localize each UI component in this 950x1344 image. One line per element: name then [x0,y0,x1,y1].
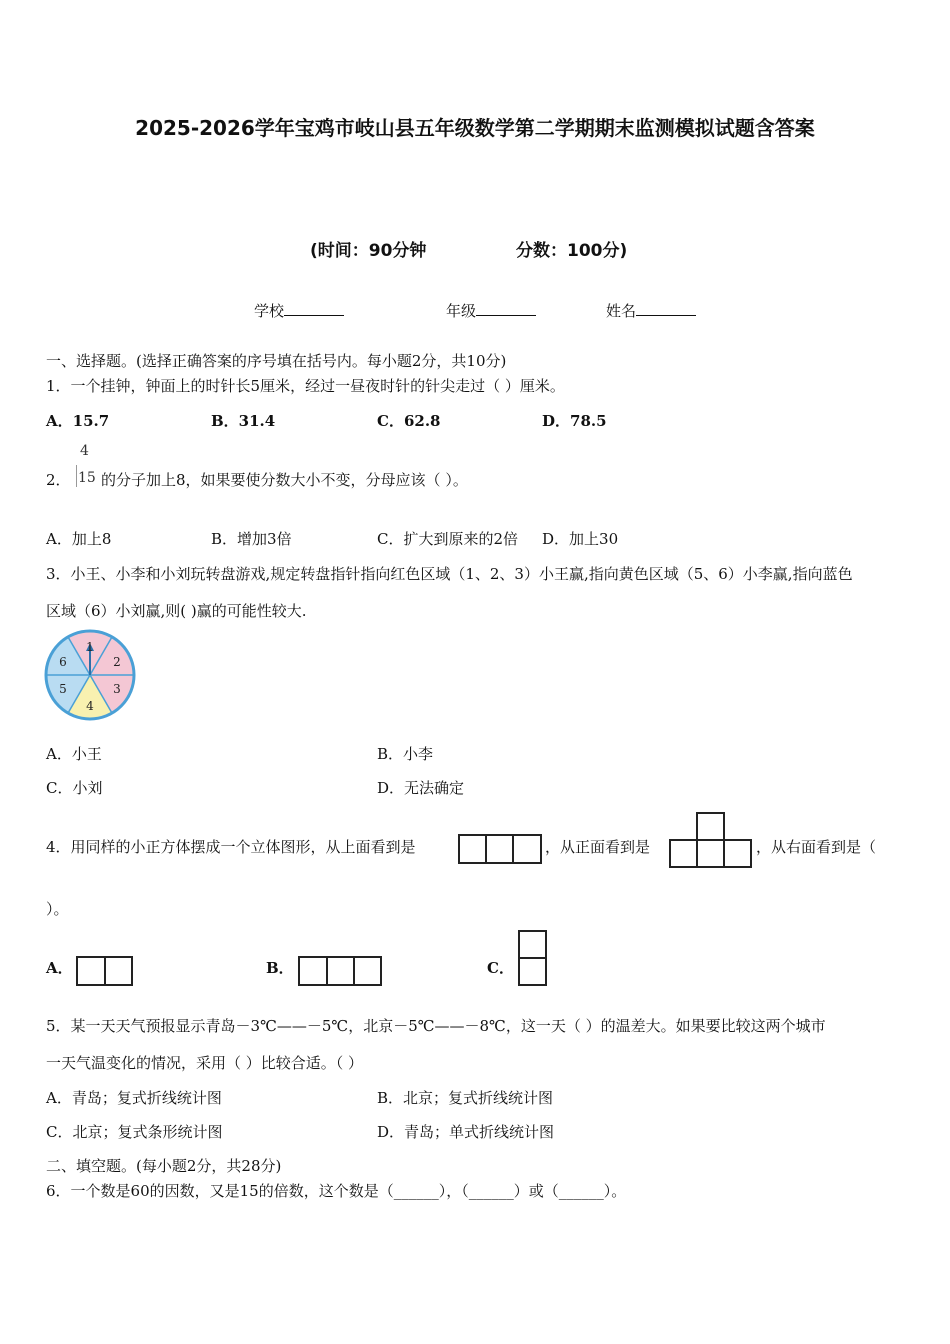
q5-option-a: A．青岛；复式折线统计图 [46,1089,222,1107]
q2-text: 的分子加上8，如果要使分数大小不变，分母应该（ ）。 [101,471,468,489]
exam-score: 分数：100分) [516,241,628,261]
exam-time: (时间：90分钟 [310,241,427,261]
q1-option-c: C．62.8 [377,412,441,430]
q3-option-d: D．无法确定 [377,779,465,797]
q2-denominator: 15 [78,470,96,486]
q3-text-line1: 3．小王、小李和小刘玩转盘游戏,规定转盘指针指向红色区域（1、2、3）小王赢,指向黄色区域（5、6）小李赢,指向蓝色 [46,565,853,583]
q1-text: 1．一个挂钟，钟面上的时针长5厘米，经过一昼夜时针的针尖走过（ ）厘米。 [46,377,565,395]
q5-text-line1: 5．某一天天气预报显示青岛－3℃——－5℃，北京－5℃——－8℃，这一天（ ）的温差大。如果要比较这两个城市 [46,1017,826,1035]
q2-option-b: B．增加3倍 [211,530,292,548]
name-label: 姓名 [606,302,637,320]
q1-option-b: B．31.4 [211,412,276,430]
q3-option-b: B．小李 [377,745,434,763]
section1-heading: 一、选择题。(选择正确答案的序号填在括号内。每小题2分，共10分) [46,352,507,370]
spinner-image [43,628,139,722]
q3-text-line2: 区域（6）小刘赢,则( )赢的可能性较大. [46,602,307,620]
q3-option-a: A．小王 [46,745,102,763]
grade-label: 年级 [446,302,477,320]
grade-field [446,300,536,321]
q2-option-d: D．加上30 [542,530,619,548]
fraction-bar [76,465,77,487]
q4-text-line2: ）。 [46,900,69,918]
q3-option-c: C．小刘 [46,779,103,797]
q4-option-a: A． [46,959,73,977]
q4-text-part2: ，从正面看到是 [545,838,651,856]
spinner-label-1: 1 [86,640,94,654]
spinner-label-2: 2 [113,655,121,669]
q1-option-d: D．78.5 [542,412,607,430]
q4-option-b: B． [266,959,294,977]
q2-option-c: C．扩大到原来的2倍 [377,530,519,548]
spinner-label-6: 6 [59,655,67,669]
spinner-label-4: 4 [86,699,94,713]
q4-text-part1: 4．用同样的小正方体摆成一个立体图形，从上面看到是 [46,838,416,856]
q2-option-a: A．加上8 [46,530,112,548]
q5-text-line2: 一天气温变化的情况，采用（ ）比较合适。（ ） [46,1054,364,1072]
q4-option-c: C． [487,959,514,977]
name-field [606,300,696,321]
spinner-label-5: 5 [59,682,67,696]
q5-option-b: B．北京；复式折线统计图 [377,1089,554,1107]
page-title: 2025-2026学年宝鸡市岐山县五年级数学第二学期期末监测模拟试题含答案 [135,116,815,140]
school-field [254,300,344,321]
spinner-label-3: 3 [113,682,121,696]
q4-text-part3: ，从右面看到是（ [756,838,877,856]
section2-heading: 二、填空题。(每小题2分，共28分) [46,1157,282,1175]
q5-option-d: D．青岛；单式折线统计图 [377,1123,555,1141]
q1-option-a: A．15.7 [46,412,110,430]
q6-text: 6．一个数是60的因数，又是15的倍数，这个数是（______），（______）或（______）。 [46,1182,627,1200]
school-label: 学校 [254,302,285,320]
q5-option-c: C．北京；复式条形统计图 [46,1123,223,1141]
q2-number: 2． [46,471,71,489]
q2-numerator: 4 [80,443,89,459]
